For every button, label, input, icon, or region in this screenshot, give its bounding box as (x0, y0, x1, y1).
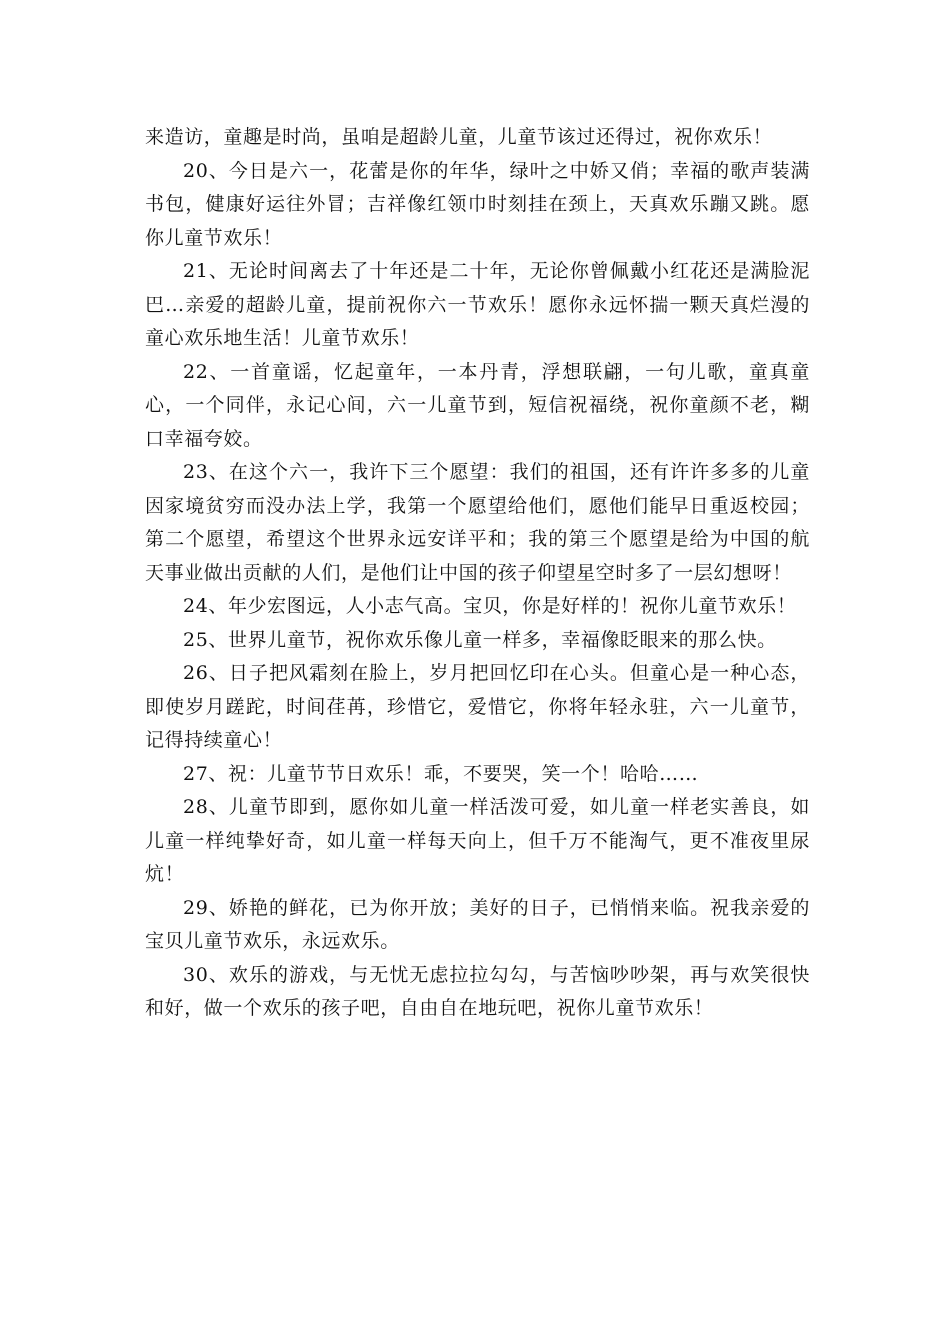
paragraph-item-25: 25、世界儿童节，祝你欢乐像儿童一样多，幸福像眨眼来的那么快。 (183, 628, 777, 651)
paragraph-item-20: 20、今日是六一，花蕾是你的年华，绿叶之中娇又俏；幸福的歌声装满书包，健康好运往外冒；吉祥像红领巾时刻挂在颈上，天真欢乐蹦又跳。愿你儿童节欢乐！ (145, 159, 810, 249)
paragraph-continuation: 来造访，童趣是时尚，虽咱是超龄儿童，儿童节该过还得过，祝你欢乐！ (145, 126, 773, 148)
paragraph-item-27: 27、祝：儿童节节日欢乐！乖，不要哭，笑一个！哈哈…… (183, 762, 699, 785)
paragraph-item-30: 30、欢乐的游戏，与无忧无虑拉拉勾勾，与苦恼吵吵架，再与欢笑很快和好，做一个欢乐的孩子吧，自由自在地玩吧，祝你儿童节欢乐！ (145, 963, 810, 1019)
paragraph-item-29: 29、娇艳的鲜花，已为你开放；美好的日子，已悄悄来临。祝我亲爱的宝贝儿童节欢乐，永远欢乐。 (145, 896, 810, 952)
paragraph-item-23: 23、在这个六一，我许下三个愿望：我们的祖国，还有许许多多的儿童因家境贫穷而没办法上学，我第一个愿望给他们，愿他们能早日重返校园；第二个愿望，希望这个世界永远安详平和；我的第三个愿望是给为中国的航天事业做出贡献的人们，是他们让中国的孩子仰望星空时多了一层幻想呀！ (145, 461, 810, 584)
paragraph-item-24: 24、年少宏图远，人小志气高。宝贝，你是好样的！祝你儿童节欢乐！ (183, 595, 797, 617)
paragraph-item-21: 21、无论时间离去了十年还是二十年，无论你曾佩戴小红花还是满脸泥巴…亲爱的超龄儿童，提前祝你六一节欢乐！愿你永远怀揣一颗天真烂漫的童心欢乐地生活！儿童节欢乐！ (145, 260, 810, 349)
paragraph-item-22: 22、一首童谣，忆起童年，一本丹青，浮想联翩，一句儿歌，童真童心，一个同伴，永记心间，六一儿童节到，短信祝福绕，祝你童颜不老，糊口幸福夸姣。 (145, 360, 810, 450)
paragraph-item-26: 26、日子把风霜刻在脸上，岁月把回忆印在心头。但童心是一种心态，即使岁月蹉跎，时间荏苒，珍惜它，爱惜它，你将年轻永驻，六一儿童节，记得持续童心！ (145, 662, 810, 751)
paragraph-item-28: 28、儿童节即到，愿你如儿童一样活泼可爱，如儿童一样老实善良，如儿童一样纯挚好奇，如儿童一样每天向上，但千万不能淘气，更不准夜里尿炕！ (145, 796, 810, 885)
document-body (145, 121, 810, 1026)
